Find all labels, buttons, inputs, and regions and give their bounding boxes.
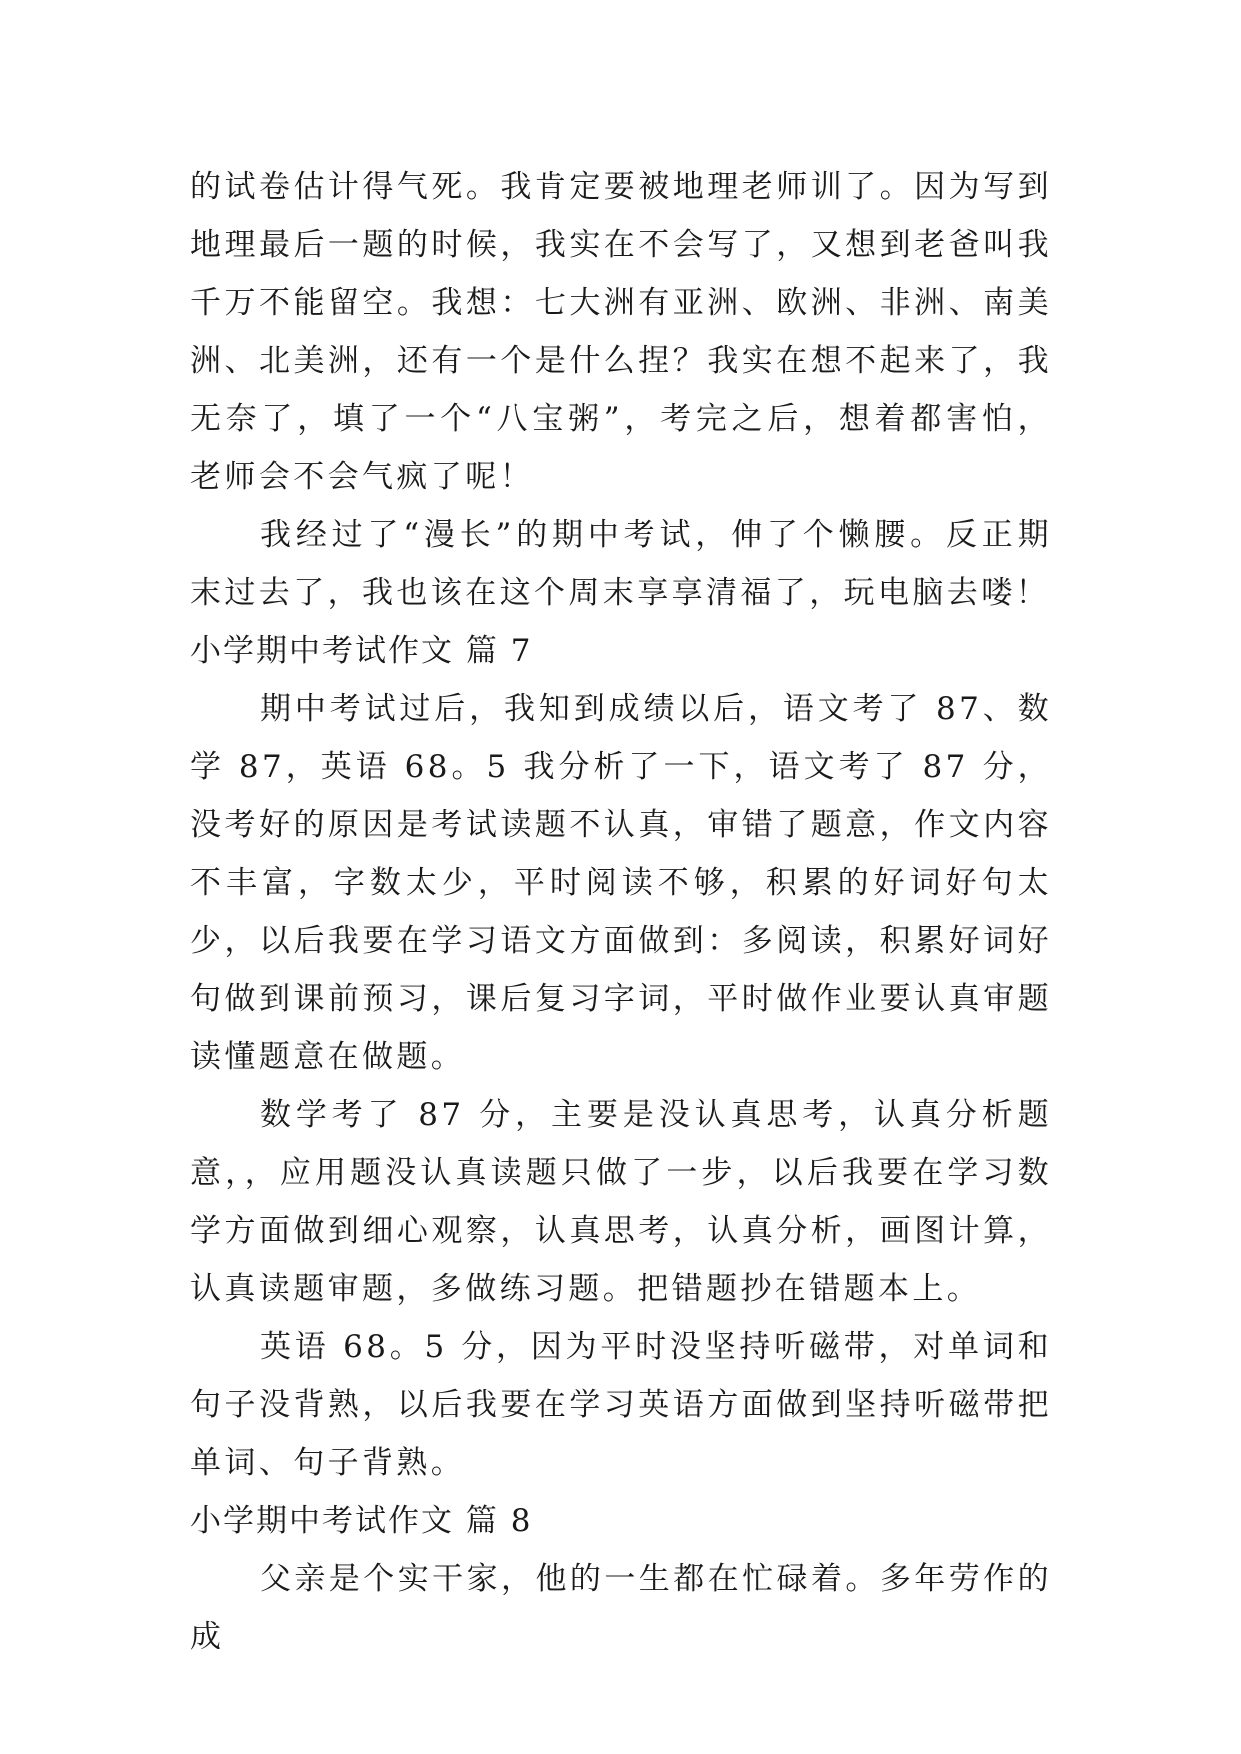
paragraph-english-score: 英语 68。5 分，因为平时没坚持听磁带，对单词和句子没背熟，以后我要在学习英语方面做到坚持听磁带把单词、句子背熟。: [190, 1329, 1052, 1481]
paragraph-long-exam: 我经过了“漫长”的期中考试，伸了个懒腰。反正期末过去了，我也该在这个周末享享清福了，玩电脑去喽！: [190, 517, 1052, 611]
paragraph-math-score: 数学考了 87 分，主要是没认真思考，认真分析题意，，应用题没认真读题只做了一步，以后我要在学习数学方面做到细心观察，认真思考，认真分析，画图计算，认真读题审题，多做练习题。把错题抄在错题本上。: [190, 1097, 1052, 1307]
section-heading-8: 小学期中考试作文 篇 8: [190, 1503, 533, 1539]
document-body: [190, 158, 1052, 1666]
section-heading-7: 小学期中考试作文 篇 7: [190, 633, 533, 669]
paragraph-chinese-score: 期中考试过后，我知到成绩以后，语文考了 87、数学 87，英语 68。5 我分析了一下，语文考了 87 分，没考好的原因是考试读题不认真，审错了题意，作文内容不丰富，字数太少，平时阅读不够，积累的好词好句太少，以后我要在学习语文方面做到：多阅读，积累好词好句做到课前预习，课后复习字词，平时做作业要认真审题读懂题意在做题。: [190, 691, 1052, 1075]
paragraph-continuation: 的试卷估计得气死。我肯定要被地理老师训了。因为写到地理最后一题的时候，我实在不会写了，又想到老爸叫我千万不能留空。我想：七大洲有亚洲、欧洲、非洲、南美洲、北美洲，还有一个是什么捏？我实在想不起来了，我无奈了，填了一个“八宝粥”，考完之后，想着都害怕，老师会不会气疯了呢！: [190, 169, 1052, 495]
paragraph-father: 父亲是个实干家，他的一生都在忙碌着。多年劳作的成: [190, 1561, 1052, 1655]
